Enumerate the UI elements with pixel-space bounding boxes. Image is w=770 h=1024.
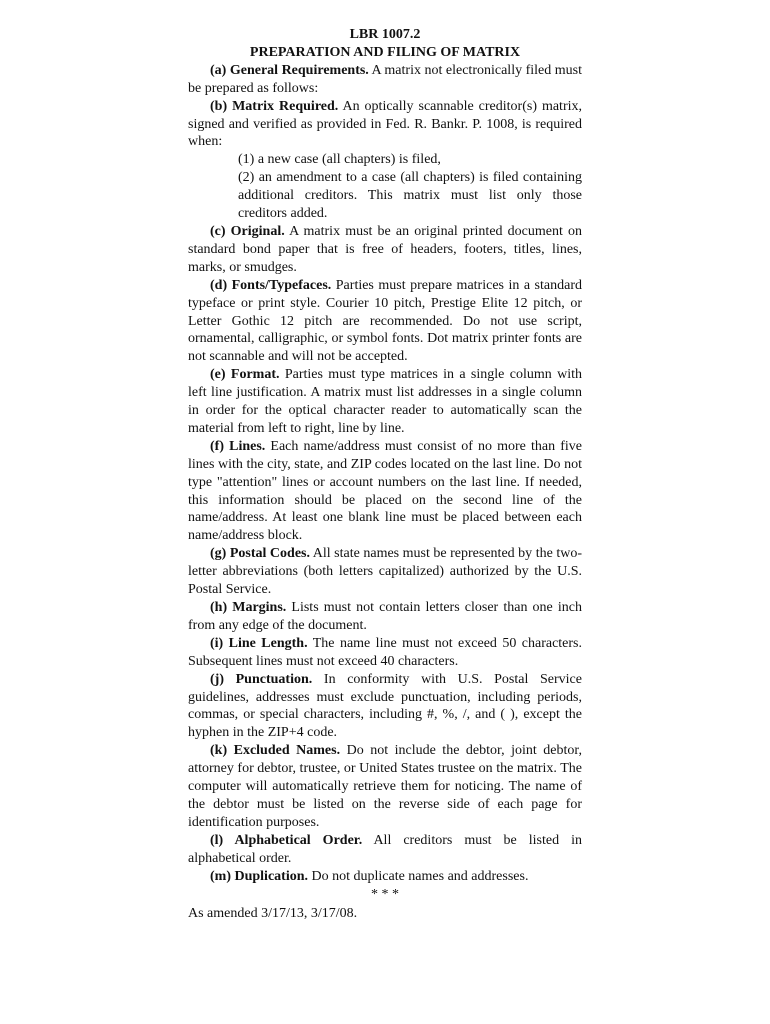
subitem-2: (2) an amendment to a case (all chapters) is filed containing additional creditors. This matrix must list only those creditors added. [238,170,582,222]
section-text: A matrix not electronically filed must be prepared as follows: [188,62,583,96]
section-text: The name line must not exceed 50 characters. Subsequent lines must not exceed 40 characters. [188,635,582,669]
section-m [188,868,582,886]
section-a [188,62,582,98]
section-heading: (c) Original. [210,223,285,239]
section-c [188,223,582,277]
section-text: All creditors must be listed in alphabetical order. [188,832,583,866]
section-g [188,545,582,599]
section-text: Do not duplicate names and addresses. [308,868,529,884]
document-page [188,26,582,923]
section-j [188,671,582,743]
section-heading: (g) Postal Codes. [210,546,310,562]
section-h [188,599,582,635]
section-separator: * * * [371,886,399,902]
section-text: All state names must be represented by the two-letter abbreviations (both letters capitalized) authorized by the U.S. Postal Service. [188,546,583,598]
section-text: An optically scannable creditor(s) matrix, signed and verified as provided in Fed. R. Bankr. P. 1008, is required when: [188,98,582,150]
section-e [188,366,582,438]
section-heading: (h) Margins. [210,600,287,615]
section-heading: (l) Alphabetical Order. [210,832,363,848]
amendment-note: As amended 3/17/13, 3/17/08. [188,906,358,922]
section-text: A matrix must be an original printed document on standard bond paper that is free of headers, footers, titles, lines, marks, or smudges. [188,223,582,275]
section-heading: (i) Line Length. [210,635,308,651]
section-heading: (f) Lines. [210,438,266,454]
section-heading: (j) Punctuation. [210,671,313,687]
section-text: Parties must type matrices in a single column with left line justification. A matrix must list addresses in a single column in order for the optical character reader to automatically scan the material from left to right, line by line. [188,367,582,436]
section-text: Lists must not contain letters closer than one inch from any edge of the document. [188,600,583,633]
section-l [188,832,582,868]
rule-number: LBR 1007.2 [349,27,421,42]
section-heading: (e) Format. [210,367,280,383]
section-text: Parties must prepare matrices in a standard typeface or print style. Courier 10 pitch, Prestige Elite 12 pitch, or Letter Gothic 12 pitch are recommended. Do not use script, ornamental, calligraphic, or symbol fonts. Dot matrix printer fonts are not scannable and will not be accepted. [188,277,582,365]
section-d [188,277,582,367]
section-i [188,635,582,671]
subitem-1: (1) a new case (all chapters) is filed, [238,152,441,168]
section-heading: (a) General Requirements. [210,62,369,78]
section-b [188,98,582,152]
section-heading: (m) Duplication. [210,868,308,884]
section-heading: (d) Fonts/Typefaces. [210,277,332,293]
section-f [188,438,582,545]
section-heading: (b) Matrix Required. [210,98,339,114]
section-text: Do not include the debtor, joint debtor, attorney for debtor, trustee, or United States trustee on the matrix. The computer will automatically retrieve them for noticing. The name of the debtor must be listed on the reverse side of each page for identification purposes. [188,743,583,830]
section-text: Each name/address must consist of no more than five lines with the city, state, and ZIP codes located on the last line. Do not type "attention" lines or account numbers on the last line. If needed, this information should be placed on the second line of the name/address. At least one blank line must be placed between each name/address block. [188,438,582,544]
rule-title: PREPARATION AND FILING OF MATRIX [249,44,521,60]
section-heading: (k) Excluded Names. [210,743,341,759]
section-k [188,742,582,832]
section-text: In conformity with U.S. Postal Service guidelines, addresses must exclude punctuation, including periods, commas, or special characters, including #, %, /, and ( ), except the hyphen in the ZIP+4 code. [188,671,582,741]
